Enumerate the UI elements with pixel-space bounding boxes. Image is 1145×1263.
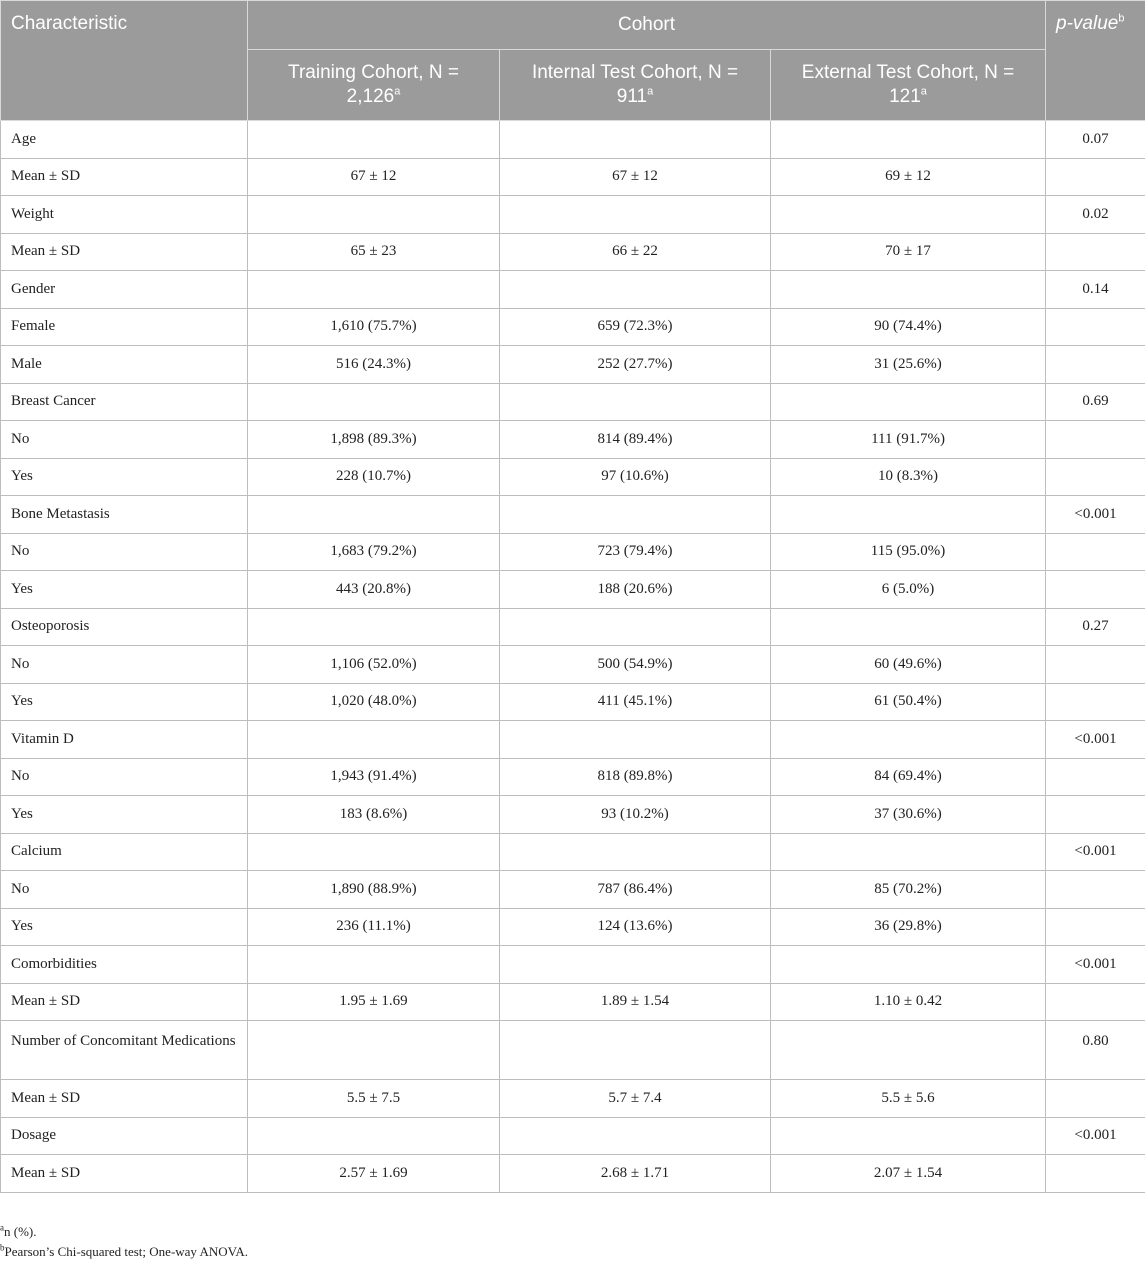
cell-external: 5.5 ± 5.6 (771, 1080, 1046, 1118)
cell-internal: 93 (10.2%) (500, 796, 771, 834)
cell-characteristic: No (1, 871, 248, 909)
cell-external (771, 271, 1046, 309)
cell-characteristic: Yes (1, 683, 248, 721)
table-row (1, 646, 1145, 684)
cell-external: 60 (49.6%) (771, 646, 1046, 684)
table-row (1, 796, 1145, 834)
cell-training: 183 (8.6%) (248, 796, 500, 834)
cell-characteristic: Female (1, 308, 248, 346)
cell-characteristic: No (1, 421, 248, 459)
cell-training: 1,020 (48.0%) (248, 683, 500, 721)
table-row (1, 871, 1145, 909)
cell-external: 36 (29.8%) (771, 908, 1046, 946)
cell-pvalue (1046, 421, 1145, 459)
footnotes (0, 1222, 248, 1262)
cell-external: 10 (8.3%) (771, 458, 1046, 496)
cell-characteristic: Mean ± SD (1, 983, 248, 1021)
cell-characteristic: Mean ± SD (1, 1155, 248, 1193)
cell-internal: 411 (45.1%) (500, 683, 771, 721)
cell-internal: 787 (86.4%) (500, 871, 771, 909)
table-row (1, 346, 1145, 384)
cell-external (771, 946, 1046, 984)
cell-characteristic: Yes (1, 796, 248, 834)
cell-pvalue (1046, 983, 1145, 1021)
cell-internal (500, 833, 771, 871)
cell-characteristic: Calcium (1, 833, 248, 871)
cell-characteristic: Comorbidities (1, 946, 248, 984)
table-header (1, 1, 1145, 121)
header-external-test-cohort: External Test Cohort, N = $121^a$ (771, 50, 1046, 121)
table-body (1, 121, 1145, 1193)
cell-training: 1,890 (88.9%) (248, 871, 500, 909)
cell-characteristic: Age (1, 121, 248, 159)
cell-training (248, 383, 500, 421)
cell-pvalue: 0.02 (1046, 196, 1145, 234)
cell-characteristic: Weight (1, 196, 248, 234)
cell-training: 2.57 ± 1.69 (248, 1155, 500, 1193)
table-row (1, 271, 1145, 309)
table-row (1, 1155, 1145, 1193)
table-row (1, 758, 1145, 796)
cell-training: 5.5 ± 7.5 (248, 1080, 500, 1118)
header-characteristic: Characteristic (1, 1, 248, 121)
table-row (1, 421, 1145, 459)
table-row (1, 721, 1145, 759)
table-row (1, 683, 1145, 721)
cell-training: 1,106 (52.0%) (248, 646, 500, 684)
cell-internal (500, 121, 771, 159)
header-internal-test-cohort: Internal Test Cohort, N = $911^a$ (500, 50, 771, 121)
cell-pvalue (1046, 571, 1145, 609)
cell-internal (500, 721, 771, 759)
cell-internal (500, 946, 771, 984)
cell-characteristic: Bone Metastasis (1, 496, 248, 534)
cell-internal: 188 (20.6%) (500, 571, 771, 609)
cell-external: 84 (69.4%) (771, 758, 1046, 796)
footnote-b: $^b$Pearson’s Chi-squared test; One-way ANOVA. (0, 1242, 248, 1259)
cell-training: 1,943 (91.4%) (248, 758, 500, 796)
cell-pvalue: 0.14 (1046, 271, 1145, 309)
cell-external: 61 (50.4%) (771, 683, 1046, 721)
cell-internal: 818 (89.8%) (500, 758, 771, 796)
cell-internal (500, 383, 771, 421)
cell-external: 111 (91.7%) (771, 421, 1046, 459)
cell-pvalue (1046, 158, 1145, 196)
cell-training: 1,610 (75.7%) (248, 308, 500, 346)
cell-training (248, 721, 500, 759)
cell-external: 2.07 ± 1.54 (771, 1155, 1046, 1193)
cell-internal (500, 1117, 771, 1155)
table-row (1, 233, 1145, 271)
cell-internal (500, 196, 771, 234)
header-training-cohort: Training Cohort, N = 2,126$^a$ (248, 50, 500, 121)
cell-training (248, 271, 500, 309)
cell-pvalue (1046, 646, 1145, 684)
cell-characteristic: Yes (1, 458, 248, 496)
cell-pvalue (1046, 233, 1145, 271)
cell-internal: 814 (89.4%) (500, 421, 771, 459)
cell-pvalue (1046, 908, 1145, 946)
cell-training (248, 196, 500, 234)
table-row (1, 571, 1145, 609)
cell-pvalue (1046, 683, 1145, 721)
cell-characteristic: Osteoporosis (1, 608, 248, 646)
cell-training: 1,898 (89.3%) (248, 421, 500, 459)
table-row (1, 196, 1145, 234)
cell-pvalue (1046, 1155, 1145, 1193)
cell-pvalue (1046, 346, 1145, 384)
cell-pvalue: 0.07 (1046, 121, 1145, 159)
cell-characteristic: Mean ± SD (1, 1080, 248, 1118)
cell-external (771, 1021, 1046, 1080)
cell-pvalue: 0.69 (1046, 383, 1145, 421)
cell-external: 70 ± 17 (771, 233, 1046, 271)
cell-pvalue (1046, 308, 1145, 346)
cell-internal (500, 608, 771, 646)
cell-internal: 2.68 ± 1.71 (500, 1155, 771, 1193)
cell-training: 516 (24.3%) (248, 346, 500, 384)
cell-internal: 723 (79.4%) (500, 533, 771, 571)
cell-training (248, 1117, 500, 1155)
cell-characteristic: No (1, 758, 248, 796)
cell-training (248, 121, 500, 159)
cell-internal: 124 (13.6%) (500, 908, 771, 946)
table-row (1, 158, 1145, 196)
cell-characteristic: No (1, 646, 248, 684)
cell-training: 1.95 ± 1.69 (248, 983, 500, 1021)
cell-characteristic: Vitamin D (1, 721, 248, 759)
table-row (1, 1080, 1145, 1118)
cell-training: 443 (20.8%) (248, 571, 500, 609)
cell-training (248, 496, 500, 534)
cell-internal: 252 (27.7%) (500, 346, 771, 384)
cell-pvalue: <0.001 (1046, 496, 1145, 534)
cell-characteristic: Yes (1, 571, 248, 609)
cell-internal: 1.89 ± 1.54 (500, 983, 771, 1021)
cell-training (248, 946, 500, 984)
cell-training: 67 ± 12 (248, 158, 500, 196)
header-cohort: Cohort (248, 1, 1046, 50)
table-row (1, 833, 1145, 871)
cell-training (248, 1021, 500, 1080)
table-row (1, 496, 1145, 534)
cell-pvalue (1046, 871, 1145, 909)
cell-internal: 500 (54.9%) (500, 646, 771, 684)
cell-characteristic: Mean ± SD (1, 158, 248, 196)
cell-training (248, 608, 500, 646)
table-row (1, 946, 1145, 984)
cell-external: 90 (74.4%) (771, 308, 1046, 346)
cell-pvalue: <0.001 (1046, 946, 1145, 984)
table-row (1, 308, 1145, 346)
cell-external: 69 ± 12 (771, 158, 1046, 196)
cell-characteristic: No (1, 533, 248, 571)
cell-characteristic: Breast Cancer (1, 383, 248, 421)
cell-external (771, 196, 1046, 234)
cell-external (771, 383, 1046, 421)
cell-training: 228 (10.7%) (248, 458, 500, 496)
cell-training (248, 833, 500, 871)
cell-external: 1.10 ± 0.42 (771, 983, 1046, 1021)
header-pvalue: p-value$^b$ (1046, 1, 1145, 121)
cell-pvalue (1046, 458, 1145, 496)
cell-characteristic: Dosage (1, 1117, 248, 1155)
table-row (1, 458, 1145, 496)
cell-internal (500, 271, 771, 309)
cell-pvalue: 0.80 (1046, 1021, 1145, 1080)
cell-training: 236 (11.1%) (248, 908, 500, 946)
cell-internal: 67 ± 12 (500, 158, 771, 196)
cell-training: 1,683 (79.2%) (248, 533, 500, 571)
table-row (1, 983, 1145, 1021)
cell-external (771, 833, 1046, 871)
cell-pvalue: <0.001 (1046, 1117, 1145, 1155)
table-row (1, 121, 1145, 159)
cell-characteristic: Male (1, 346, 248, 384)
table-row (1, 608, 1145, 646)
cell-external: 85 (70.2%) (771, 871, 1046, 909)
cell-external: 6 (5.0%) (771, 571, 1046, 609)
cell-internal: 5.7 ± 7.4 (500, 1080, 771, 1118)
cell-external: 37 (30.6%) (771, 796, 1046, 834)
cell-training: 65 ± 23 (248, 233, 500, 271)
cell-pvalue: 0.27 (1046, 608, 1145, 646)
cell-internal (500, 1021, 771, 1080)
cell-external (771, 496, 1046, 534)
cell-internal: 659 (72.3%) (500, 308, 771, 346)
table-row (1, 908, 1145, 946)
cell-external (771, 608, 1046, 646)
cell-internal: 97 (10.6%) (500, 458, 771, 496)
cell-characteristic: Number of Concomitant Medications (1, 1021, 248, 1080)
cell-pvalue (1046, 758, 1145, 796)
cell-external: 31 (25.6%) (771, 346, 1046, 384)
footnote-a: $^a$n (%). (0, 1222, 37, 1239)
cell-pvalue: <0.001 (1046, 833, 1145, 871)
cell-pvalue (1046, 796, 1145, 834)
cell-external: 115 (95.0%) (771, 533, 1046, 571)
cell-external (771, 121, 1046, 159)
table-row (1, 1021, 1145, 1080)
table-row (1, 383, 1145, 421)
cell-characteristic: Mean ± SD (1, 233, 248, 271)
cell-pvalue (1046, 533, 1145, 571)
cell-external (771, 1117, 1046, 1155)
cell-pvalue: <0.001 (1046, 721, 1145, 759)
cell-external (771, 721, 1046, 759)
cell-characteristic: Yes (1, 908, 248, 946)
cell-internal (500, 496, 771, 534)
cell-internal: 66 ± 22 (500, 233, 771, 271)
table-row (1, 1117, 1145, 1155)
cell-characteristic: Gender (1, 271, 248, 309)
table-row (1, 533, 1145, 571)
cell-pvalue (1046, 1080, 1145, 1118)
